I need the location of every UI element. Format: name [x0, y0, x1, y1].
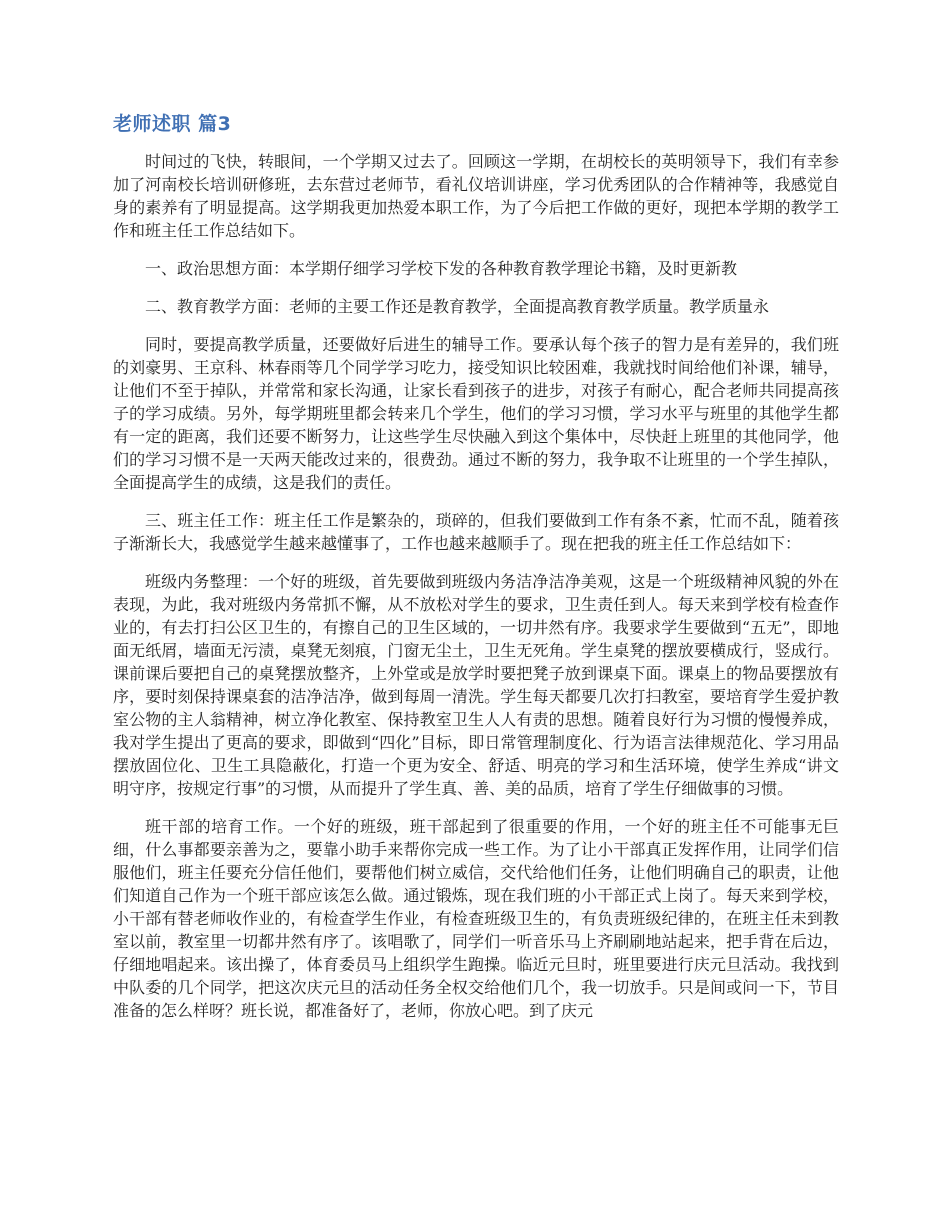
- paragraph-intro: 时间过的飞快，转眼间，一个学期又过去了。回顾这一学期，在胡校长的英明领导下，我们有幸参加了河南校长培训研修班，去东营过老师节，看礼仪培训讲座，学习优秀团队的合作精神等，我感觉自身的素养有了明显提高。这学期我更加热爱本职工作，为了今后把工作做的更好，现把本学期的教学工作和班主任工作总结如下。: [113, 152, 839, 240]
- document-page: [113, 112, 839, 1037]
- paragraph-tutoring: 同时，要提高教学质量，还要做好后进生的辅导工作。要承认每个孩子的智力是有差异的，我们班的刘豪男、王京科、林春雨等几个同学学习吃力，接受知识比较困难，我就找时间给他们补课，辅导，让他们不至于掉队，并常常和家长沟通，让家长看到孩子的进步，对孩子有耐心，配合老师共同提高孩子的学习成绩。另外，每学期班里都会转来几个学生，他们的学习习惯，学习水平与班里的其他学生都有一定的距离，我们还要不断努力，让这些学生尽快融入到这个集体中，尽快赶上班里的其他同学，他们的学习习惯不是一天两天能改过来的，很费劲。通过不断的努力，我争取不让班里的一个学生掉队，全面提高学生的成绩，这是我们的责任。: [113, 335, 839, 492]
- document-title: 老师述职 篇3: [113, 113, 232, 135]
- paragraph-class-leaders: 班干部的培育工作。一个好的班级，班干部起到了很重要的作用，一个好的班主任不可能事无巨细，什么事都要亲善为之，要靠小助手来帮你完成一些工作。为了让小干部真正发挥作用，让同学们信服他们，班主任要充分信任他们，要帮他们树立威信，交代给他们任务，让他们明确自己的职责，让他们知道自己作为一个班干部应该怎么做。通过锻炼，现在我们班的小干部正式上岗了。每天来到学校，小干部有替老师收作业的，有检查学生作业，有检查班级卫生的，有负责班级纪律的，在班主任未到教室以前，教室里一切都井然有序了。该唱歌了，同学们一听音乐马上齐刷刷地站起来，把手背在后边，仔细地唱起来。该出操了，体育委员马上组织学生跑操。临近元旦时，班里要进行庆元旦活动。我找到中队委的几个同学，把这次庆元旦的活动任务全权交给他们几个，我一切放手。只是间或问一下，节目准备的怎么样呀？班长说，都准备好了，老师，你放心吧。到了庆元: [113, 817, 839, 1020]
- paragraph-political: 一、政治思想方面：本学期仔细学习学校下发的各种教育教学理论书籍，及时更新教: [145, 259, 738, 278]
- paragraph-classroom-affairs: 班级内务整理：一个好的班级，首先要做到班级内务洁净洁净美观，这是一个班级精神风貌的外在表现，为此，我对班级内务常抓不懈，从不放松对学生的要求，卫生责任到人。每天来到学校有检查作业的，有去打扫公区卫生的，有擦自己的卫生区域的，一切井然有序。我要求学生要做到“五无”，即地面无纸屑，墙面无污渍，桌凳无刻痕，门窗无尘土，卫生无死角。学生桌凳的摆放要横成行，竖成行。课前课后要把自己的桌凳摆放整齐，上外堂或是放学时要把凳子放到课桌下面。课桌上的物品要摆放有序，要时刻保持课桌套的洁净洁净，做到每周一清洗。学生每天都要几次打扫教室，要培育学生爱护教室公物的主人翁精神，树立净化教室、保持教室卫生人人有责的思想。随着良好行为习惯的慢慢养成，我对学生提出了更高的要求，即做到“四化”目标，即日常管理制度化、行为语言法律规范化、学习用品摆放固位化、卫生工具隐蔽化，打造一个更为安全、舒适、明亮的学习和生活环境，使学生养成“讲文明守序，按规定行事”的习惯，从而提升了学生真、善、美的品质，培育了学生仔细做事的习惯。: [113, 572, 839, 798]
- paragraph-teaching: 二、教育教学方面：老师的主要工作还是教育教学，全面提高教育教学质量。教学质量永: [145, 297, 770, 316]
- paragraph-homeroom: 三、班主任工作：班主任工作是繁杂的，琐碎的，但我们要做到工作有条不紊，忙而不乱，随着孩子渐渐长大，我感觉学生越来越懂事了，工作也越来越顺手了。现在把我的班主任工作总结如下：: [113, 511, 839, 553]
